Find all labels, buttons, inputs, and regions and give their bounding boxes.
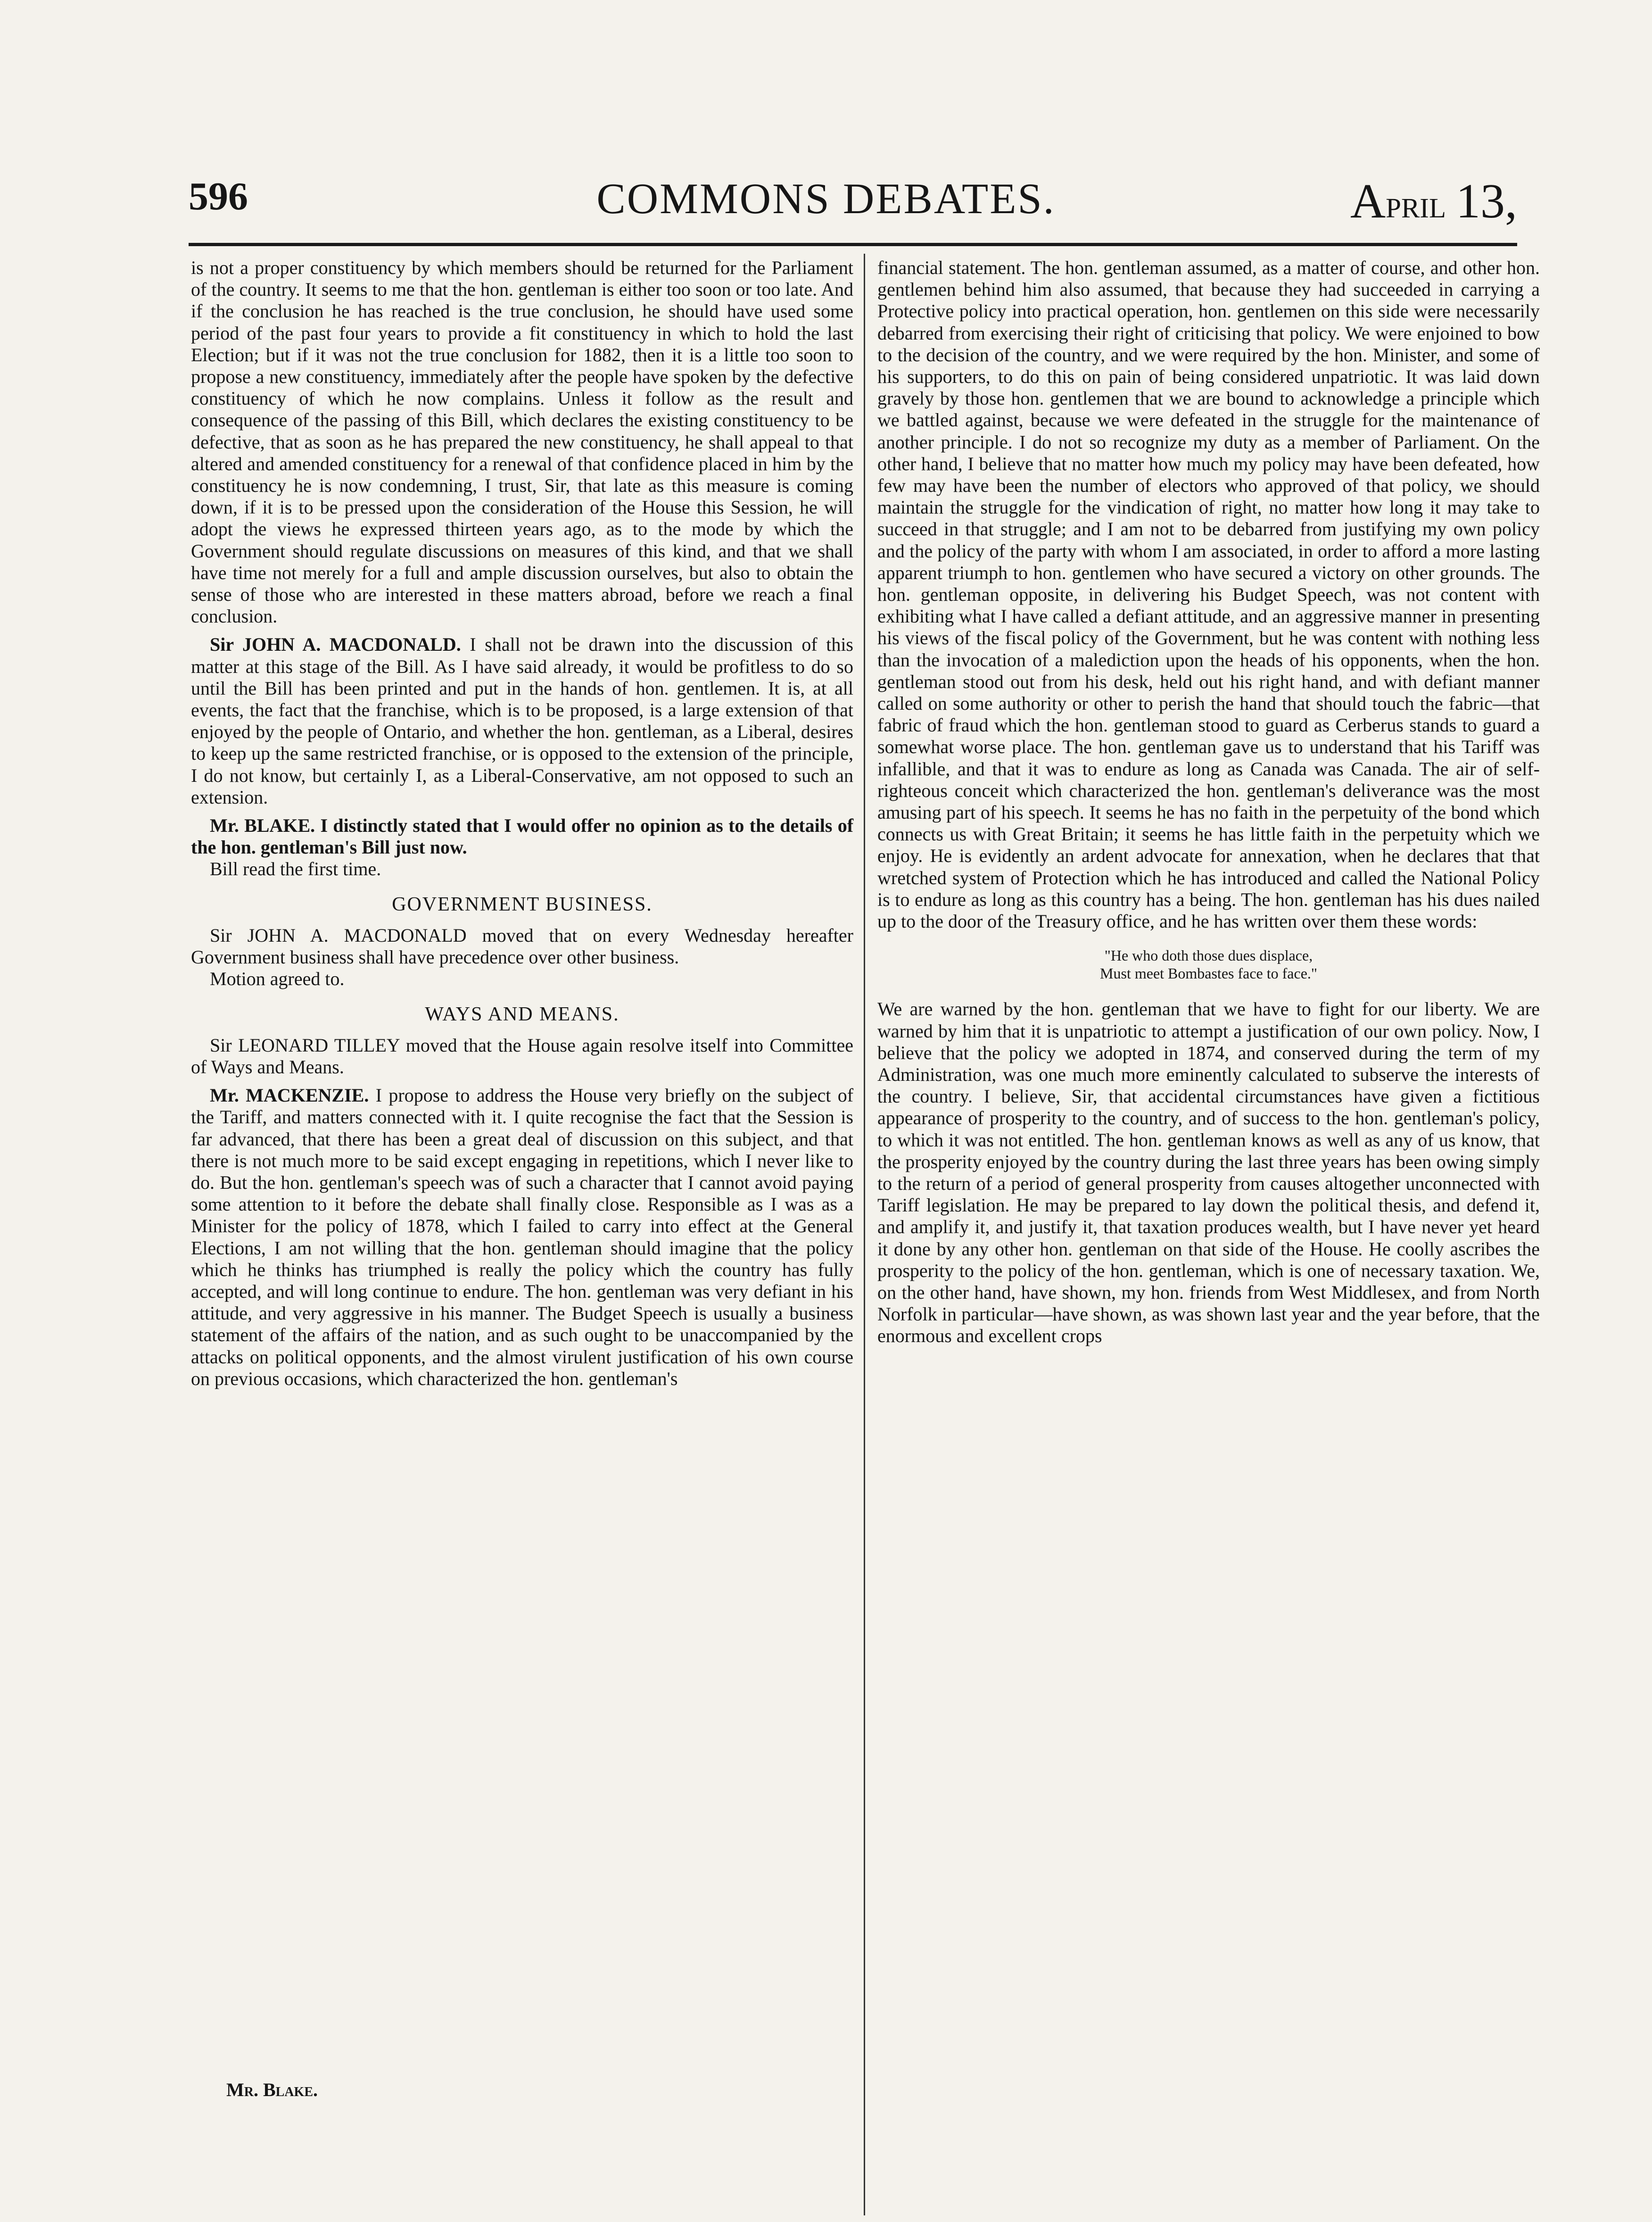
speaker-name: Mr. MACKENZIE.: [210, 1085, 369, 1106]
header-rule: [189, 243, 1517, 246]
section-heading: GOVERNMENT BUSINESS.: [392, 893, 653, 915]
speech-text: I distinctly stated that I would offer no opinion as to the details of the hon. gentleman's Bill just now.: [191, 815, 854, 858]
page-title: COMMONS DEBATES.: [596, 174, 1056, 223]
quote-line: "He who doth those dues displace,: [1104, 947, 1313, 964]
paragraph: [191, 634, 853, 808]
paragraph: financial statement. The hon. gentleman assumed, as a matter of course, and other hon. gentlemen behind him also assumed, that because they had succeeded in carrying a Protective policy into practical operation, hon. gentlemen on this side were necessarily debarred from exercising their right of criticising that policy. We were enjoined to bow to the decision of the country, and we were required by the hon. Minister, and some of his supporters, to do this on pain of being considered unpatriotic. It was laid down gravely by those hon. gentlemen that we are bound to acknowledge a principle which we battled against, because we were defeated in the struggle for the maintenance of another principle. I do not so recognize my duty as a member of Parliament. On the other hand, I believe that no matter how much my policy may have been defeated, how few may have been the number of electors who approved of that policy, we should maintain the struggle for the vindication of right, no matter how long it may take to succeed in that struggle; and I am not to be debarred from justifying my own policy and the policy of the party with whom I am associated, in order to afford a more lasting apparent triumph to hon. gentlemen who have secured a victory on other grounds. The hon. gentleman opposite, in delivering his Budget Speech, was not content with exhibiting what I have called a defiant attitude, and an aggressive manner in presenting his views of the fiscal policy of the Government, but he was content with nothing less than the invocation of a malediction upon the heads of his opponents, when the hon. gentleman stood out from his desk, held out his right hand, and with defiant manner called on some authority or other to perish the hand that should touch the fabric—that fabric of fraud which the hon. gentleman stood to guard as Cerberus stands to guard a somewhat worse place. The hon. gentleman gave us to understand that his Tariff was infallible, and that it was to endure as long as Canada was Canada. The air of self-righteous conceit which characterized the hon. gentleman's deliverance was the most amusing part of his speech. It seems he has no faith in the perpetuity of the bond which connects us with Great Britain; it seems he has little faith in the perpetuity which we enjoy. He is evidently an ardent advocate for annexation, when he declares that that wretched system of Protection which he has introduced and called the National Policy is to endure as long as this country has a being. The hon. gentleman has his dues nailed up to the door of the Treasury office, and he has written over them these words:: [877, 257, 1540, 932]
paragraph: [191, 815, 853, 858]
speech-text: I shall not be drawn into the discussion of this matter at this stage of the Bill. As I have said already, it would be profitless to do so until the Bill has been printed and put in the hands of hon. gentlemen. It is, at all events, the fact that the franchise, which is to be proposed, is a large extension of that enjoyed by the people of Ontario, and whether the hon. gentleman, as a Liberal, desires to keep up the same restricted franchise, or is opposed to the extension of the principle, I do not know, but certainly I, as a Liberal-Conservative, am not opposed to such an extension.: [191, 634, 853, 808]
page-date: [1350, 174, 1517, 228]
paragraph: Sir LEONARD TILLEY moved that the House again resolve itself into Committee of Ways and Means.: [191, 1034, 853, 1078]
date-day: 13,: [1456, 174, 1517, 228]
paragraph: Motion agreed to.: [210, 968, 345, 990]
quote-line: Must meet Bombastes face to face.": [1100, 965, 1317, 982]
speaker-name: Sir JOHN A. MACDONALD.: [210, 634, 461, 655]
section-heading: WAYS AND MEANS.: [425, 1003, 620, 1025]
left-column: [191, 257, 853, 1390]
paragraph: [191, 1085, 853, 1390]
speaker-name: Mr. BLAKE.: [210, 815, 315, 837]
page-footer-catchword: Mr. Blake.: [226, 2079, 318, 2100]
date-month-initial: A: [1350, 174, 1386, 228]
paragraph: Bill read the first time.: [210, 858, 381, 880]
paragraph: is not a proper constituency by which members should be returned for the Parliament of the country. It seems to me that the hon. gentleman is either too soon or too late. And if the conclusion he has reached is the true conclusion, he should have used some period of the past four years to provide a fit constituency in which to hold the last Election; but if it was not the true conclusion for 1882, then it is a little too soon to propose a new constituency, immediately after the people have spoken by the defective constituency of which he now complains. Unless it follow as the result and consequence of the passing of this Bill, which declares the existing constituency to be defective, that as soon as he has prepared the new constituency, he shall appeal to that altered and amended constituency for a renewal of that confidence placed in him by the constituency he is now condemning, I trust, Sir, that late as this measure is coming down, if it is to be pressed upon the consideration of the House this Session, he will adopt the views he expressed thirteen years ago, as to the mode by which the Government should regulate discussions on measures of this kind, and that we shall have time not merely for a full and ample discussion ourselves, but also to obtain the sense of those who are interested in these matters abroad, before we reach a final conclusion.: [191, 257, 853, 627]
paragraph: We are warned by the hon. gentleman that we have to fight for our liberty. We are warned by him that it is unpatriotic to attempt a justification of our own policy. Now, I believe that the policy we adopted in 1874, and conserved during the term of my Administration, was one much more eminently calculated to subserve the interests of the country. I believe, Sir, that accidental circumstances have given a fictitious appearance of prosperity to the country, and of success to the hon. gentleman's policy, to which it was not entitled. The hon. gentleman knows as well as any of us know, that the prosperity enjoyed by the country during the last three years has been owing simply to the return of a period of general prosperity from causes altogether unconnected with Tariff legislation. He may be prepared to lay down the political thesis, and defend it, and amplify it, and justify it, that taxation produces wealth, but I have never yet heard it done by any other hon. gentleman on that side of the House. He coolly ascribes the prosperity to the policy of the hon. gentleman, which is one of necessary taxation. We, on the other hand, have shown, my hon. friends from West Middlesex, and from North Norfolk in particular—have shown, as was shown last year and the year before, that the enormous and excellent crops: [877, 998, 1540, 1347]
column-divider: [864, 254, 865, 2215]
paragraph: Sir JOHN A. MACDONALD moved that on every Wednesday hereafter Government business shall have precedence over other business.: [191, 924, 853, 968]
page-number: 596: [189, 174, 248, 218]
date-month-rest: pril: [1386, 182, 1446, 226]
right-column: [877, 257, 1540, 1347]
speech-text: I propose to address the House very briefly on the subject of the Tariff, and matters connected with it. I quite recognise the fact that the Session is far advanced, that there has been a great deal of discussion on this subject, and that there is not much more to be said except engaging in repetitions, which I never like to do. But the hon. gentleman's speech was of such a character that I cannot avoid paying some attention to it before the debate shall finally close. Responsible as I was as a Minister for the policy of 1878, which I failed to carry into effect at the General Elections, I am not willing that the hon. gentleman should imagine that the policy which he thinks has triumphed is really the policy which the country has fully accepted, and will long continue to endure. The hon. gentleman was very defiant in his attitude, and very aggressive in his manner. The Budget Speech is usually a business statement of the affairs of the nation, and as such ought to be unaccompanied by the attacks on political opponents, and the almost virulent justification of his own course on previous occasions, which characterized the hon. gentleman's: [191, 1085, 854, 1389]
verse-quote: [877, 946, 1540, 982]
